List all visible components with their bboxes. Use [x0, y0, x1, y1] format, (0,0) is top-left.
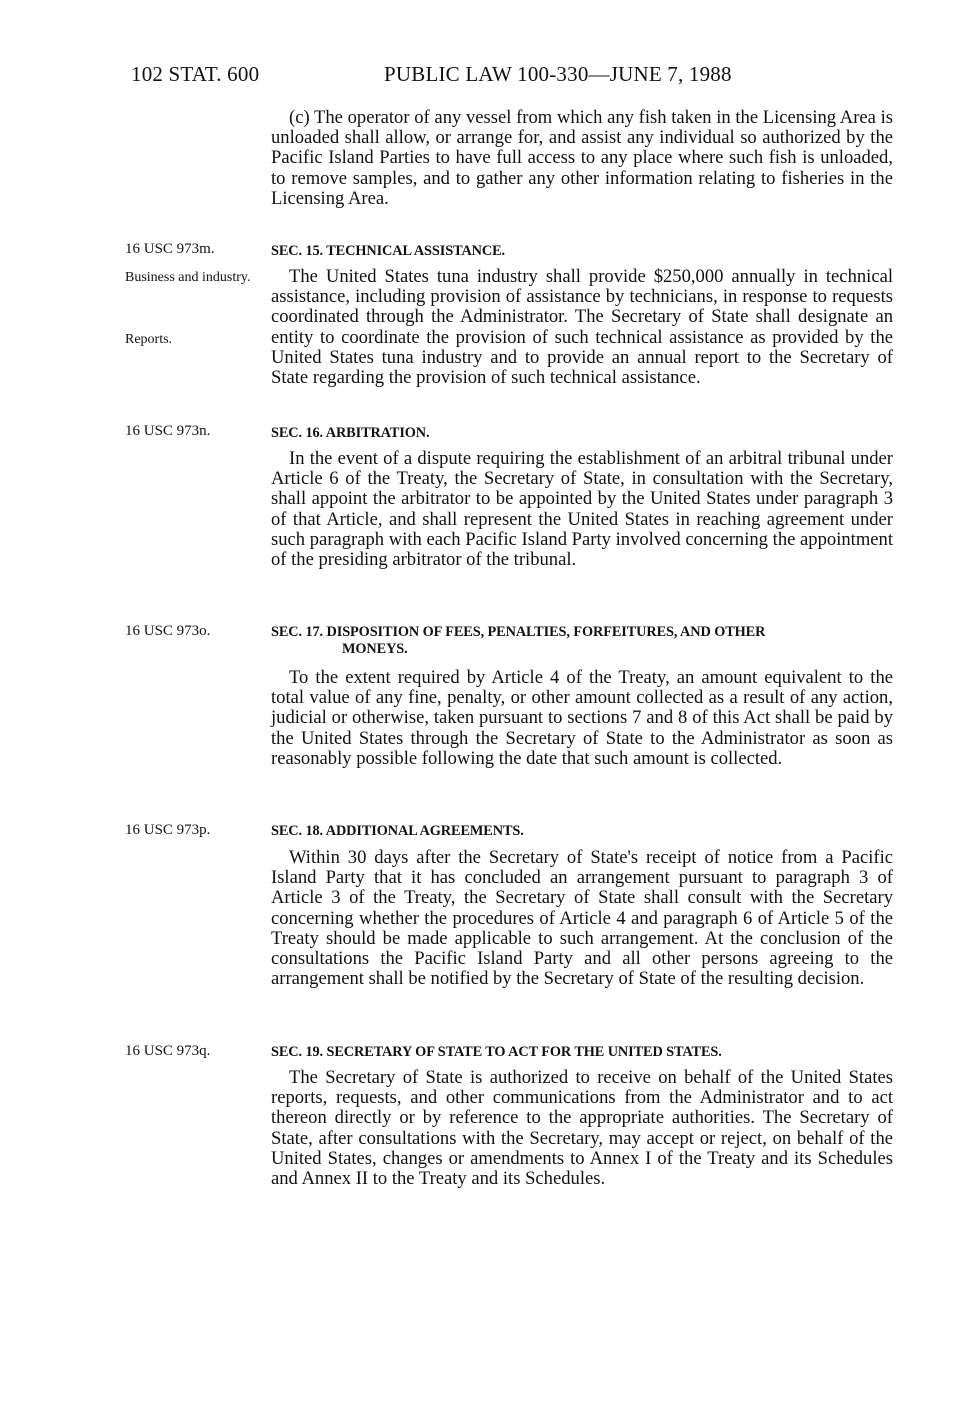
- public-law-title: PUBLIC LAW 100-330—JUNE 7, 1988: [384, 62, 732, 86]
- sec-17-heading-line-2: MONEYS.: [342, 641, 408, 657]
- sec-15-heading: SEC. 15. TECHNICAL ASSISTANCE.: [271, 243, 506, 259]
- sec-18-heading: SEC. 18. ADDITIONAL AGREEMENTS.: [271, 823, 524, 839]
- sec-16-text: In the event of a dispute requiring the establishment of an arbitral tribunal under Article 6 of the Treaty, the Secretary of State, in consultation with the Secretary, shall appoint the arbitrator to be appointed by the United States under paragraph 3 of that Article, and shall represent the United States in reaching agreement under such paragraph with each Pacific Island Party involved concerning the appointment of the presiding arbitrator of the tribunal.: [271, 448, 893, 571]
- margin-note-16-usc-973m: 16 USC 973m.: [125, 241, 215, 257]
- sec-19-heading: SEC. 19. SECRETARY OF STATE TO ACT FOR THE UNITED STATES.: [271, 1044, 722, 1060]
- intro-paragraph-block: [271, 108, 893, 209]
- sec-18-body-block: [271, 848, 893, 989]
- sec-17-heading-line-1: SEC. 17. DISPOSITION OF FEES, PENALTIES, FORFEITURES, AND OTHER: [271, 624, 766, 640]
- sec-18-text: Within 30 days after the Secretary of State's receipt of notice from a Pacific Island Party that it has concluded an arrangement pursuant to paragraph 3 of Article 3 of the Treaty, the Secretary of State shall consult with the Secretary concerning whether the procedures of Article 4 and paragraph 6 of Article 5 of the Treaty should be made applicable to such arrangement. At the conclusion of the consultations the Pacific Island Party and all other persons agreeing to the arrangement shall be notified by the Secretary of State of the resulting decision.: [271, 847, 893, 990]
- margin-note-16-usc-973q: 16 USC 973q.: [125, 1043, 211, 1059]
- margin-note-business-industry: Business and industry.: [125, 270, 251, 285]
- sec-16-body-block: [271, 449, 893, 570]
- margin-note-reports: Reports.: [125, 332, 173, 347]
- sec-15-text: The United States tuna industry shall provide $250,000 annually in technical assistance, including provision of assistance by technicians, in response to requests coordinated through the Administrator. The Secretary of State shall designate an entity to coordinate the provision of such technical assistance as provided by the United States tuna industry and to provide an annual report to the Secretary of State regarding the provision of such technical assistance.: [271, 266, 893, 389]
- sec-19-text: The Secretary of State is authorized to receive on behalf of the United States reports, requests, and other communications from the Administrator and to act thereon directly or by reference to the appropriate authorities. The Secretary of State, after consultations with the Secretary, may accept or reject, on behalf of the United States, changes or amendments to Annex I of the Treaty and its Schedules and Annex II to the Treaty and its Schedules.: [271, 1067, 893, 1190]
- sec-17-heading: [271, 624, 893, 658]
- sec-15-body-block: [271, 267, 893, 388]
- intro-paragraph: (c) The operator of any vessel from which any fish taken in the Licensing Area is unloaded shall allow, or arrange for, and assist any individual so authorized by the Pacific Island Parties to have full access to any place where such fish is unloaded, to remove samples, and to gather any other information relating to fisheries in the Licensing Area.: [271, 107, 893, 209]
- sec-17-text: To the extent required by Article 4 of the Treaty, an amount equivalent to the total value of any fine, penalty, or other amount collected as a result of any action, judicial or otherwise, taken pursuant to sections 7 and 8 of this Act shall be paid by the United States through the Secretary of State to the Administrator as soon as reasonably possible following the date that such amount is collected.: [271, 667, 893, 769]
- statute-page-reference: 102 STAT. 600: [131, 62, 260, 86]
- sec-19-body-block: [271, 1068, 893, 1189]
- margin-note-16-usc-973o: 16 USC 973o.: [125, 623, 211, 639]
- margin-note-16-usc-973p: 16 USC 973p.: [125, 822, 211, 838]
- margin-note-16-usc-973n: 16 USC 973n.: [125, 423, 211, 439]
- page-header: [0, 62, 958, 92]
- sec-17-body-block: [271, 668, 893, 769]
- sec-16-heading: SEC. 16. ARBITRATION.: [271, 425, 430, 441]
